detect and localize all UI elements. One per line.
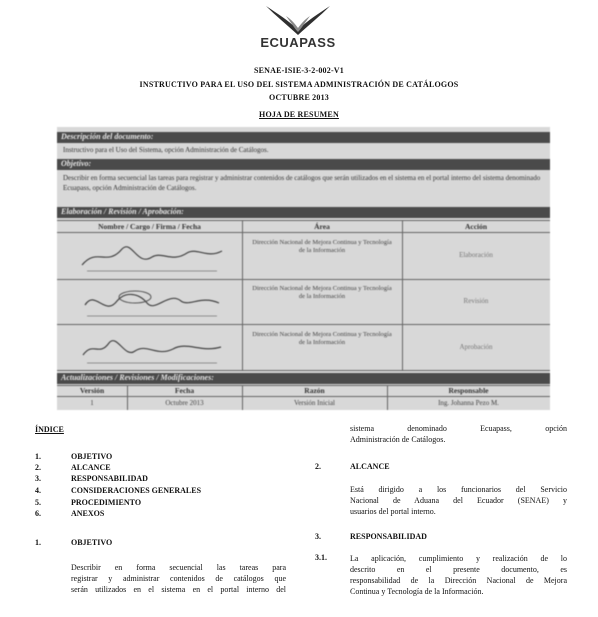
summary-sheet-scan bbox=[57, 127, 550, 410]
row2-accion: Revisión bbox=[463, 297, 489, 305]
index-item-consideraciones: CONSIDERACIONES GENERALES bbox=[71, 486, 202, 495]
section-2-line-2: Nacional de Aduana del Ecuador (SENAE) y bbox=[350, 496, 567, 505]
summary-heading: HOJA DE RESUMEN bbox=[259, 110, 339, 119]
section-1-line-1: Describir en forma secuencial las tareas para bbox=[71, 563, 286, 572]
logo-wordmark: ECUAPASS bbox=[260, 35, 336, 50]
index-num-2: 2. bbox=[35, 463, 41, 472]
band-approval: Elaboración / Revisión / Aprobación: bbox=[57, 207, 550, 218]
section-3-line-2: descrito en el presente documento, es bbox=[350, 565, 567, 574]
row1-area: Dirección Nacional de Mejora Continua y Tecnología de la Información bbox=[252, 239, 392, 254]
condor-logo-icon bbox=[264, 4, 332, 36]
index-num-1: 1. bbox=[35, 452, 41, 461]
index-item-objetivo: OBJETIVO bbox=[71, 452, 113, 461]
update-col-responsable: Responsable bbox=[448, 386, 489, 395]
row3-accion: Aprobación bbox=[459, 343, 493, 351]
index-num-6: 6. bbox=[35, 509, 41, 518]
index-item-responsabilidad: RESPONSABILIDAD bbox=[71, 474, 148, 483]
index-num-4: 4. bbox=[35, 486, 41, 495]
objective-text: Describir en forma secuencial las tareas para registrar y administrar contenidos de catálogos que serán utilizados en el sistema en el portal interno del sistema denominado Ecuapass, opción Administración de Catálogos. bbox=[63, 174, 541, 192]
section-1-line-2: registrar y administrar contenidos de catálogos que bbox=[71, 574, 286, 583]
section-2-title: ALCANCE bbox=[350, 462, 390, 471]
document-title: INSTRUCTIVO PARA EL USO DEL SISTEMA ADMINISTRACIÓN DE CATÁLOGOS bbox=[139, 80, 459, 89]
update-responsable: Ing. Johanna Pezo M. bbox=[438, 399, 499, 407]
column-header-accion: Acción bbox=[464, 222, 488, 231]
row2-area: Dirección Nacional de Mejora Continua y Tecnología de la Información bbox=[252, 285, 392, 300]
section-1-line-3: serán utilizados en el sistema en el portal interno del bbox=[71, 585, 286, 594]
index-title: ÍNDICE bbox=[35, 425, 64, 434]
index-num-3: 3. bbox=[35, 474, 41, 483]
row3-area: Dirección Nacional de Mejora Continua y Tecnología de la Información bbox=[252, 331, 392, 346]
row1-accion: Elaboración bbox=[459, 251, 493, 259]
section-2-line-1: Está dirigido a los funcionarios del Servicio bbox=[350, 485, 567, 494]
band-objective: Objetivo: bbox=[57, 159, 550, 170]
index-item-alcance: ALCANCE bbox=[71, 463, 111, 472]
signature-2-icon bbox=[77, 283, 227, 321]
ecuapass-logo bbox=[248, 4, 348, 52]
section-1-number: 1. bbox=[35, 538, 41, 547]
update-col-fecha: Fecha bbox=[174, 386, 195, 395]
update-col-razon: Razón bbox=[304, 386, 325, 395]
update-version: 1 bbox=[90, 399, 94, 407]
document-date: OCTUBRE 2013 bbox=[269, 93, 329, 102]
index-item-procedimiento: PROCEDIMIENTO bbox=[71, 498, 142, 507]
description-text: Instructivo para el Uso del Sistema, opción Administración de Catálogos. bbox=[63, 146, 269, 154]
section-1-title: OBJETIVO bbox=[71, 538, 113, 547]
section-3-line-1: La aplicación, cumplimiento y realización de lo bbox=[350, 554, 567, 563]
update-fecha: Octubre 2013 bbox=[165, 399, 204, 407]
band-description: Descripción del documento: bbox=[57, 132, 550, 143]
update-razon: Versión Inicial bbox=[293, 399, 335, 407]
section-3-line-3: responsabilidad de la Dirección Nacional de Mejora bbox=[350, 576, 567, 585]
section-2-line-3: usuarios del portal interno. bbox=[350, 507, 436, 516]
column-header-name: Nombre / Cargo / Firma / Fecha bbox=[98, 222, 201, 231]
section-3-1-number: 3.1. bbox=[315, 553, 327, 562]
signature-1-icon bbox=[77, 237, 227, 275]
section-2-number: 2. bbox=[315, 462, 321, 471]
update-col-version: Versión bbox=[79, 386, 105, 395]
continued-line-2: Administración de Catálogos. bbox=[350, 435, 446, 444]
document-code: SENAE-ISIE-3-2-002-V1 bbox=[254, 66, 344, 75]
band-updates: Actualizaciones / Revisiones / Modificaciones: bbox=[57, 373, 550, 384]
index-num-5: 5. bbox=[35, 498, 41, 507]
index-item-anexos: ANEXOS bbox=[71, 509, 105, 518]
section-3-number: 3. bbox=[315, 532, 321, 541]
section-3-line-4: Continua y Tecnología de la Información. bbox=[350, 587, 484, 596]
continued-line-1: sistema denominado Ecuapass, opción bbox=[350, 424, 567, 433]
signature-3-icon bbox=[77, 329, 227, 367]
column-header-area: Área bbox=[314, 222, 330, 231]
section-3-title: RESPONSABILIDAD bbox=[350, 532, 427, 541]
